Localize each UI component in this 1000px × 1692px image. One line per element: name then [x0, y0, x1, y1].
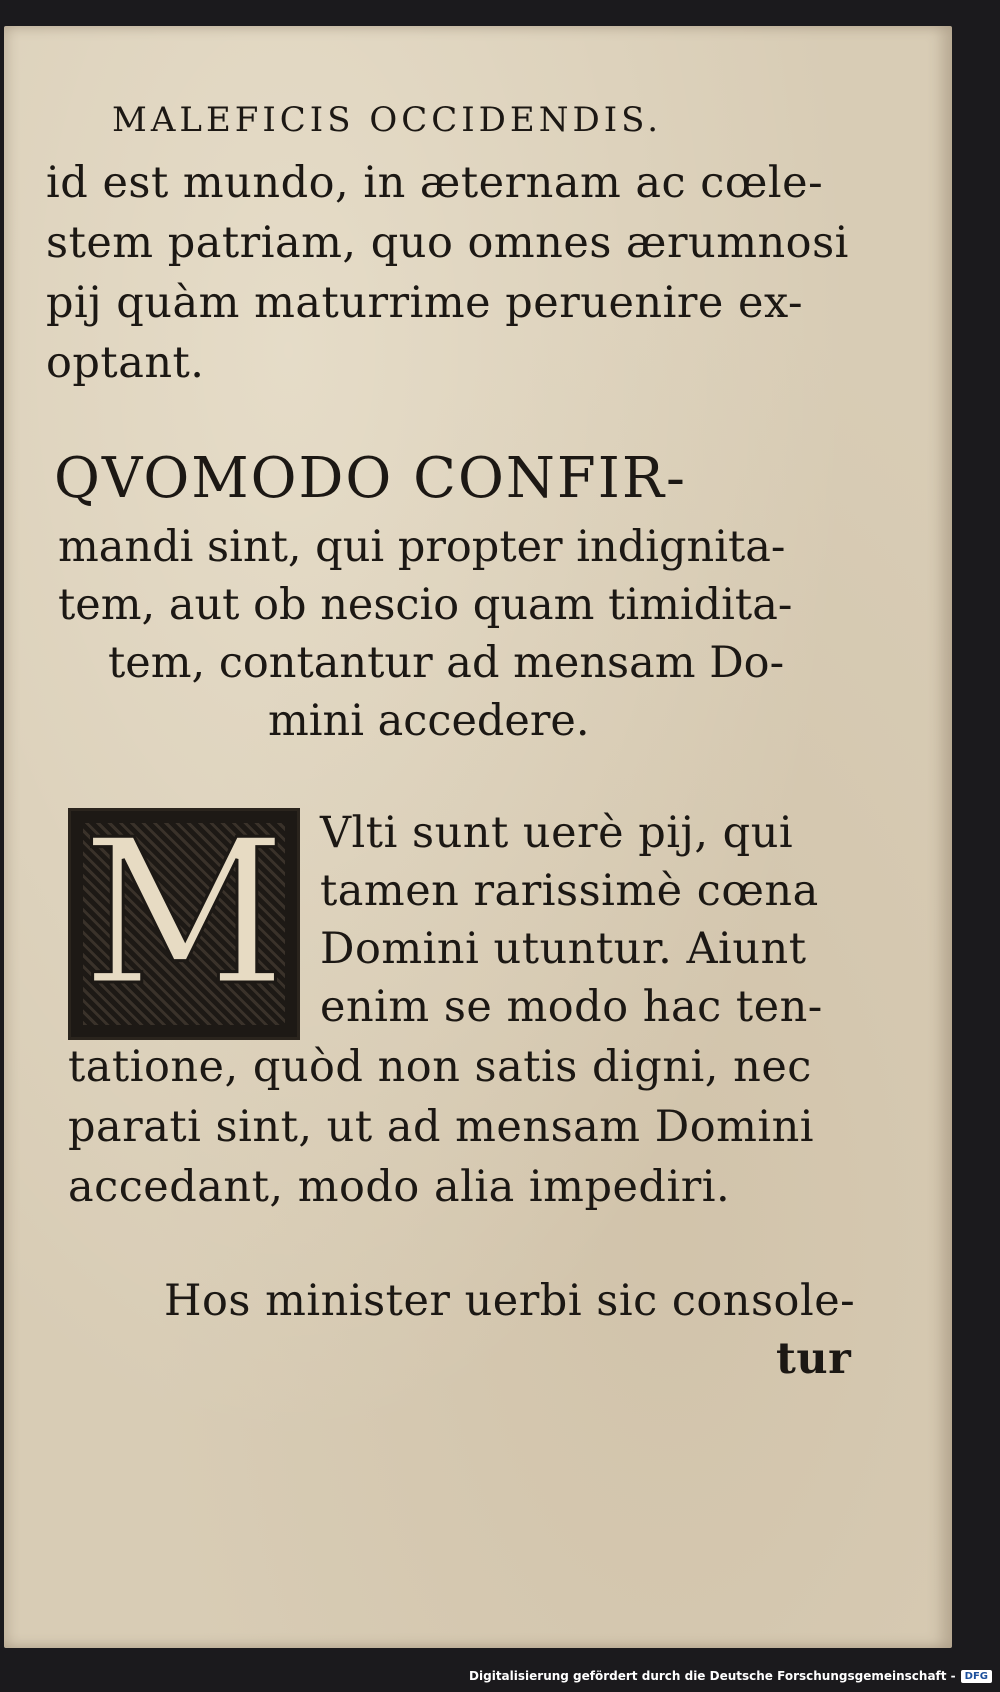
paragraph2-line-7: accedant, modo alia impediri. [68, 1162, 731, 1212]
dfg-logo: DFG [961, 1670, 992, 1683]
footer-text: Digitalisierung gefördert durch die Deutsche Forschungsgemeinschaft - [469, 1669, 956, 1683]
heading-line-3: tem, contantur ad mensam Do- [108, 638, 785, 688]
paragraph1-line-2: stem patriam, quo omnes ærumnosi [46, 218, 849, 268]
heading-line-1: mandi sint, qui propter indignita- [58, 522, 786, 572]
paragraph2-indented-line-4: enim se modo hac ten- [320, 982, 823, 1032]
paragraph3-line: Hos minister uerbi sic console- [164, 1276, 856, 1326]
initial-letter: M [81, 797, 287, 1030]
paragraph1-line-1: id est mundo, in æternam ac cœle- [46, 158, 824, 208]
paragraph2-indented-line-3: Domini utuntur. Aiunt [320, 924, 807, 974]
decorated-initial [68, 797, 300, 1040]
running-head: MALEFICIS OCCIDENDIS. [112, 100, 663, 140]
paragraph2-line-5: tatione, quòd non satis digni, nec [68, 1042, 812, 1092]
heading-line-4: mini accedere. [268, 696, 590, 746]
paragraph2-line-6: parati sint, ut ad mensam Domini [68, 1102, 815, 1152]
paragraph2-indented-line-2: tamen rarissimè cœna [320, 866, 819, 916]
paragraph1-line-3: pij quàm maturrime peruenire ex- [46, 278, 803, 328]
paragraph1-line-4: optant. [46, 338, 205, 388]
heading-line-2: tem, aut ob nescio quam timidita- [58, 580, 793, 630]
catchword: tur [776, 1334, 852, 1384]
heading-caps-line: QVOMODO CONFIR- [54, 446, 687, 511]
paragraph2-indented-line-1: Vlti sunt uerè pij, qui [320, 808, 794, 858]
footer-credit [469, 1664, 992, 1688]
